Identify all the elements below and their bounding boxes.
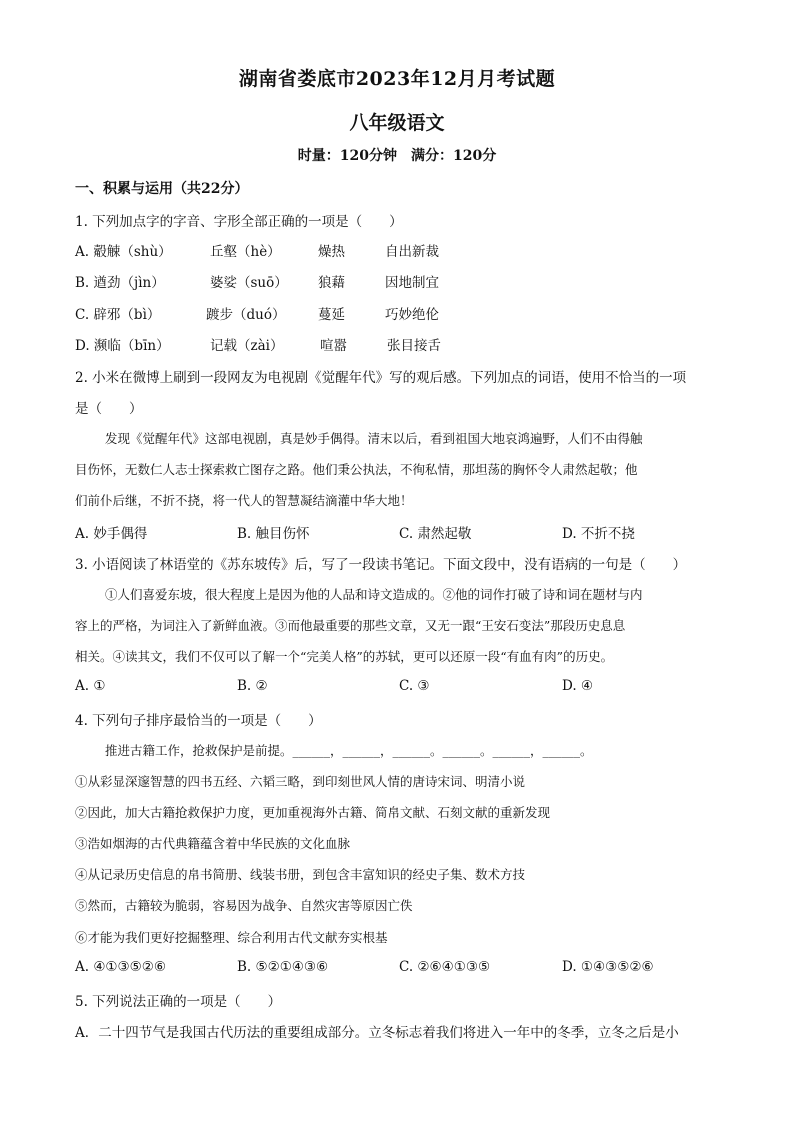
q3-option-a: A. ① (75, 678, 106, 694)
q4-stem: 4. 下列句子排序最恰当的一项是（ ） (75, 713, 322, 729)
q1-option-a-1: A. 觳觫（shù） (75, 244, 172, 260)
q1-option-c-3: 蔓延 (318, 307, 345, 323)
q1-option-d-2: 记载（zài） (210, 338, 284, 354)
q4-item-3: ③浩如烟海的古代典籍蕴含着中华民族的文化血脉 (75, 836, 351, 851)
q4-option-d: D. ①④③⑤②⑥ (562, 959, 654, 975)
section-heading: 一、积累与运用（共22分） (75, 181, 249, 197)
q2-option-a: A. 妙手偶得 (75, 526, 148, 542)
q5-option-a: A．二十四节气是我国古代历法的重要组成部分。立冬标志着我们将进入一年中的冬季，立冬之后是小 (75, 1025, 679, 1041)
subject-title: 八年级语文 (349, 112, 445, 134)
q2-option-b: B. 触目伤怀 (237, 526, 310, 542)
q1-option-c-2: 踱步（duó） (206, 307, 286, 323)
q4-item-2: ②因此，加大古籍抢救保护力度，更加重视海外古籍、简帛文献、石刻文献的重新发现 (75, 805, 551, 820)
q1-option-a-4: 自出新裁 (385, 244, 439, 260)
q4-option-c: C. ②⑥④①③⑤ (399, 959, 491, 975)
q3-stem: 3. 小语阅读了林语堂的《苏东坡传》后，写了一段读书笔记。下面文段中，没有语病的一句是（ ） (75, 557, 687, 573)
q1-option-c-1: C. 辟邪（bì） (75, 307, 161, 323)
q1-option-c-4: 巧妙绝伦 (385, 307, 439, 323)
q4-lead: 推进古籍工作，抢救保护是前提。______，______，______。______。______，______。 (105, 743, 593, 758)
q3-option-c: C. ③ (399, 678, 430, 694)
q1-option-b-2: 婆娑（suō） (210, 275, 288, 291)
q1-option-b-1: B. 遒劲（jìn） (75, 275, 165, 291)
q4-item-5: ⑤然而，古籍较为脆弱，容易因为战争、自然灾害等原因亡佚 (75, 898, 413, 913)
q2-option-d: D. 不折不挠 (562, 526, 635, 542)
q4-item-4: ④从记录历史信息的帛书简册、线装书册，到包含丰富知识的经史子集、数术方技 (75, 867, 526, 882)
q3-passage-line2: 容上的严格，为词注入了新鲜血液。③而他最重要的那些文章，又无一跟“王安石变法”那段历史息息 (75, 618, 626, 633)
q3-passage-line1: ①人们喜爱东坡，很大程度上是因为他的人品和诗文造成的。②他的词作打破了诗和词在题材与内 (105, 587, 643, 602)
q2-passage-line1: 发现《觉醒年代》这部电视剧，真是妙手偶得。清末以后，看到祖国大地哀鸿遍野，人们不由得触 (105, 431, 643, 446)
q1-option-b-4: 因地制宜 (385, 275, 439, 291)
q2-passage-line3: 们前仆后继，不折不挠，将一代人的智慧凝结滴灌中华大地！ (75, 493, 413, 508)
q1-option-d-1: D. 濒临（bīn） (75, 338, 170, 354)
time-score-info: 时量：120分钟 满分：120分 (297, 148, 497, 164)
q1-option-a-2: 丘壑（hè） (210, 244, 281, 260)
exam-title: 湖南省娄底市2023年12月月考试题 (238, 68, 556, 90)
q4-item-6: ⑥才能为我们更好挖掘整理、综合利用古代文献夯实根基 (75, 930, 388, 945)
q1-option-d-4: 张目接舌 (387, 338, 441, 354)
q1-stem: 1. 下列加点字的字音、字形全部正确的一项是（ ） (75, 214, 403, 230)
q2-passage-line2: 目伤怀，无数仁人志士探索救亡图存之路。他们秉公执法，不徇私情，那坦荡的胸怀令人肃然起敬；他 (75, 462, 638, 477)
q3-option-d: D. ④ (562, 678, 594, 694)
q4-option-b: B. ⑤②①④③⑥ (237, 959, 329, 975)
q1-option-a-3: 燥热 (318, 244, 345, 260)
q4-option-a: A. ④①③⑤②⑥ (75, 959, 166, 975)
q5-stem: 5. 下列说法正确的一项是（ ） (75, 994, 282, 1010)
q2-stem-line2: 是（ ） (75, 401, 143, 417)
q4-item-1: ①从彩显深邃智慧的四书五经、六韬三略，到印刻世风人情的唐诗宋词、明清小说 (75, 774, 526, 789)
q1-option-b-3: 狼藉 (318, 275, 345, 291)
q3-passage-line3: 相关。④读其文，我们不仅可以了解一个“完美人格”的苏轼，更可以还原一段“有血有肉”的历史。 (75, 649, 614, 664)
q2-option-c: C. 肃然起敬 (399, 526, 472, 542)
q3-option-b: B. ② (237, 678, 268, 694)
q2-stem-line1: 2. 小米在微博上刷到一段网友为电视剧《觉醒年代》写的观后感。下列加点的词语，使用不恰当的一项 (75, 370, 687, 386)
q1-option-d-3: 喧嚣 (320, 338, 347, 354)
